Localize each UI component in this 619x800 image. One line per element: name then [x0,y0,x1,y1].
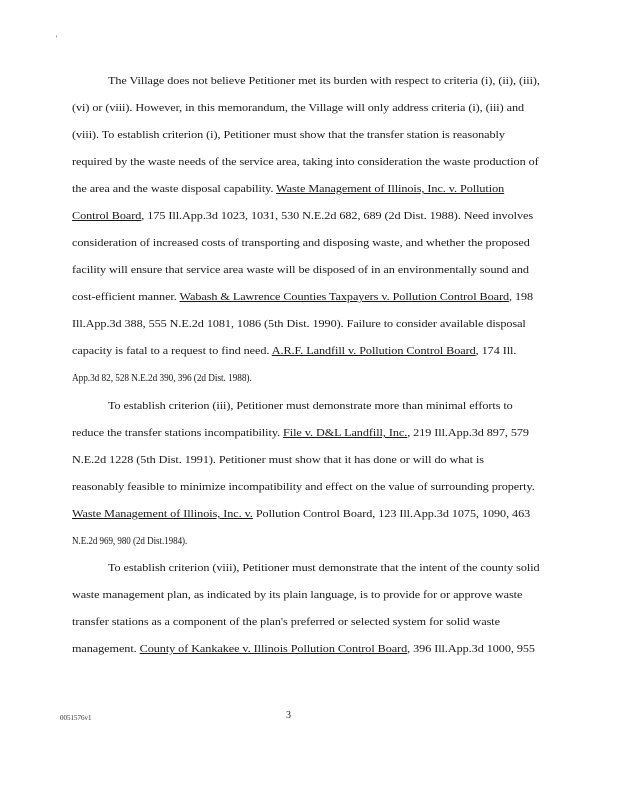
text-line [72,427,529,440]
text-line [72,291,533,304]
text-line [72,481,535,494]
text-span: Ill.App.3d 388, 555 N.E.2d 1081, 1086 (5th Dist. 1990). Failure to consider available disposal [72,319,526,330]
text-span: capacity is fatal to a request to find need. [72,346,272,357]
text-span: To establish criterion (viii), Petitioner must demonstrate that the intent of the county solid [108,563,540,574]
text-line [72,643,535,656]
text-line [72,535,187,548]
text-line [72,183,504,196]
text-line [72,237,530,250]
text-span: management. [72,644,140,655]
text-span: , 396 Ill.App.3d 1000, 955 [407,644,535,655]
text-line [72,210,533,223]
text-span: , 175 Ill.App.3d 1023, 1031, 530 N.E.2d 682, 689 (2d Dist. 1988). Need involves [141,211,534,222]
text-line [72,156,539,169]
text-line [72,454,484,467]
text-line [72,318,526,331]
text-span: (vi) or (viii). However, in this memorandum, the Village will only address criteria (i), (iii) and [72,103,525,114]
case-citation: Waste Management of Illinois, Inc. v. Pollution [276,184,505,195]
text-span: facility will ensure that service area waste will be disposed of in an environmentally sound and [72,265,529,276]
text-line [72,589,522,602]
text-line [108,400,513,413]
text-line [108,562,540,575]
text-span: Pollution Control Board, 123 Ill.App.3d 1075, 1090, 463 [252,509,531,520]
text-line [72,102,524,115]
text-span: App.3d 82, 528 N.E.2d 390, 396 (2d Dist. 1988). [72,373,252,384]
text-span: the area and the waste disposal capability. [72,184,277,195]
text-span: , 174 Ill. [475,346,517,357]
text-span: To establish criterion (iii), Petitioner must demonstrate more than minimal efforts to [108,401,513,412]
text-span: N.E.2d 1228 (5th Dist. 1991). Petitioner must show that it has done or will do what is [72,455,484,466]
text-span: consideration of increased costs of transporting and disposing waste, and whether the proposed [72,238,530,249]
text-span: transfer stations as a component of the plan's preferred or selected system for solid waste [72,617,500,628]
text-span: reasonably feasible to minimize incompatibility and effect on the value of surrounding property. [72,482,535,493]
text-span: The Village does not believe Petitioner met its burden with respect to criteria (i), (ii), (iii), [108,76,540,87]
text-span: required by the waste needs of the service area, taking into consideration the waste production of [72,157,539,168]
text-span: N.E.2d 969, 980 (2d Dist.1984). [72,536,188,547]
case-citation: County of Kankakee v. Illinois Pollution Control Board [139,644,408,655]
text-line [72,345,516,358]
text-span: , 198 [509,292,534,303]
text-line [72,372,252,385]
text-line [72,129,505,142]
text-line [72,264,529,277]
case-citation: File v. D&L Landfill, Inc. [283,428,408,439]
text-line [72,616,500,629]
case-citation: Wabash & Lawrence Counties Taxpayers v. Pollution Control Board [179,292,510,303]
text-line [72,508,530,521]
text-span: waste management plan, as indicated by its plain language, is to provide for or approve waste [72,590,523,601]
document-id: 0051576v1 [60,714,92,722]
text-span: (viii). To establish criterion (i), Petitioner must show that the transfer station is reasonably [72,130,505,141]
text-line [108,75,540,88]
case-citation: Control Board [72,211,142,222]
text-span: reduce the transfer stations incompatibility. [72,428,284,439]
text-span: , 219 Ill.App.3d 897, 579 [407,428,529,439]
page-number: 3 [286,710,291,721]
case-citation: Waste Management of Illinois, Inc. v. [72,509,253,520]
case-citation: A.R.F. Landfill v. Pollution Control Board [271,346,476,357]
text-span: cost-efficient manner. [72,292,180,303]
scan-mark: ' [56,34,58,43]
